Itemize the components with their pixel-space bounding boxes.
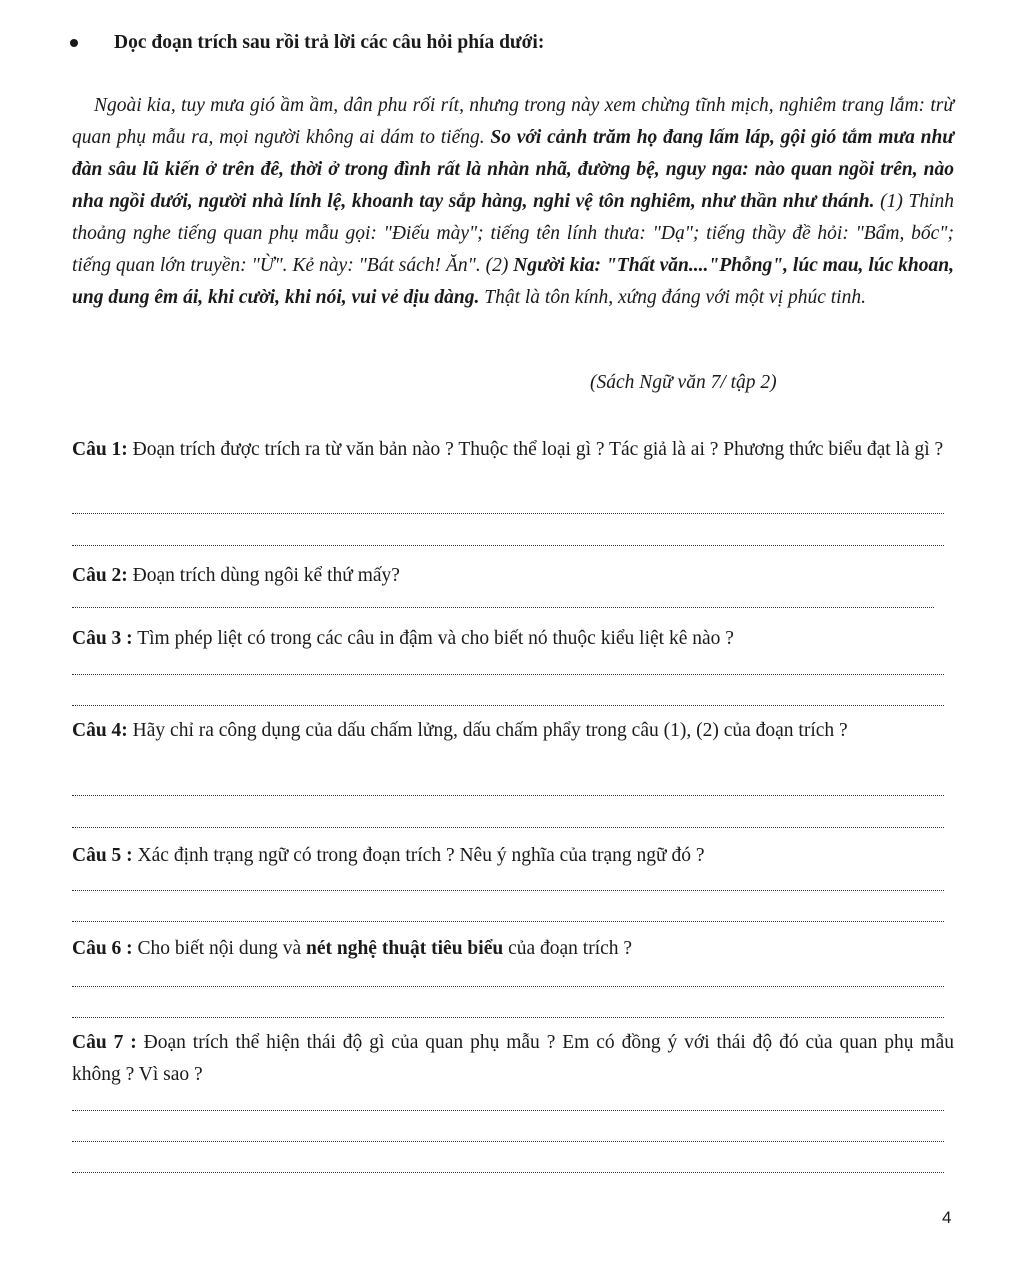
answer-line[interactable] [72, 921, 944, 922]
question-2 [72, 560, 954, 592]
answer-line[interactable] [72, 674, 944, 675]
question-7 [72, 1027, 954, 1091]
passage [72, 90, 954, 314]
question-3-text: Tìm phép liệt có trong các câu in đậm và cho biết nó thuộc kiểu liệt kê nào ? [132, 628, 734, 649]
page-number: 4 [942, 1208, 952, 1227]
question-4-text: Hãy chỉ ra công dụng của dấu chấm lửng, dấu chấm phẩy trong câu (1), (2) của đoạn trích ? [127, 720, 848, 741]
answer-line[interactable] [72, 827, 944, 828]
question-7-text: Đoạn trích thể hiện thái độ gì của quan phụ mẫu ? Em có đồng ý với thái độ đó của quan phụ mẫu không ? Vì sao ? [72, 1032, 955, 1085]
question-6-label: Câu 6 : [72, 938, 133, 959]
answer-line[interactable] [72, 1017, 944, 1018]
answer-line[interactable] [72, 1110, 944, 1111]
answer-line[interactable] [72, 890, 944, 891]
answer-line[interactable] [72, 1172, 944, 1173]
question-6-text-a: Cho biết nội dung và [132, 938, 306, 959]
question-4-label: Câu 4: [72, 720, 128, 741]
question-2-label: Câu 2: [72, 565, 128, 586]
question-5-text: Xác định trạng ngữ có trong đoạn trích ? Nêu ý nghĩa của trạng ngữ đó ? [132, 845, 705, 866]
question-3 [72, 623, 954, 655]
answer-line[interactable] [72, 545, 944, 546]
instruction-text: Dọc đoạn trích sau rồi trả lời các câu hỏi phía dưới: [114, 32, 545, 53]
question-6-text-b: của đoạn trích ? [503, 938, 633, 959]
instruction [70, 32, 544, 54]
question-2-text: Đoạn trích dùng ngôi kể thứ mấy? [127, 565, 400, 586]
question-1 [72, 434, 954, 466]
question-3-label: Câu 3 : [72, 628, 133, 649]
question-5-label: Câu 5 : [72, 845, 133, 866]
question-5 [72, 840, 954, 872]
question-7-label: Câu 7 : [72, 1032, 137, 1053]
passage-bold-1: So với cảnh trăm họ đang lấm láp, gội gió tắm mưa như đàn sâu lũ kiến ở trên đê, thời ở trong đình rất là nhàn nhã, đường bệ, nguy nga: nào quan ngồi trên, nào nha ngồi dưới, người nhà lính lệ, khoanh tay sắp hàng, nghi vệ tôn nghiêm, như thần như thánh. [72, 127, 954, 212]
bullet-icon [70, 39, 78, 47]
question-1-label: Câu 1: [72, 439, 128, 460]
answer-line[interactable] [72, 986, 944, 987]
passage-text-1: Ngoài kia, tuy mưa gió ầm ầm, dân phu rối rít, nhưng trong này xem chừng tĩnh mịch, nghiêm trang lắm: trừ quan phụ mẫu ra, mọi người không ai dám to tiếng. [72, 95, 954, 148]
question-6-text-bold: nét nghệ thuật tiêu biểu [306, 938, 504, 959]
passage-text-3: Thật là tôn kính, xứng đáng với một vị phúc tinh. [479, 287, 866, 308]
answer-line[interactable] [72, 607, 934, 608]
answer-line[interactable] [72, 513, 944, 514]
answer-line[interactable] [72, 795, 944, 796]
source-citation: (Sách Ngữ văn 7/ tập 2) [590, 372, 777, 393]
question-1-text: Đoạn trích được trích ra từ văn bản nào ? Thuộc thể loại gì ? Tác giả là ai ? Phương thức biểu đạt là gì ? [127, 439, 944, 460]
question-4 [72, 715, 954, 747]
question-6 [72, 933, 954, 965]
passage-bold-2: Người kia: "Thất văn...."Phỗng", lúc mau, lúc khoan, ung dung êm ái, khi cười, khi nói, vui vẻ dịu dàng. [72, 255, 954, 308]
passage-text-2: (1) Thỉnh thoảng nghe tiếng quan phụ mẫu gọi: "Điếu mày"; tiếng tên lính thưa: "Dạ"; tiếng thầy đề hỏi: "Bẩm, bốc"; tiếng quan lớn truyền: "Ừ". Kẻ này: "Bát sách! Ăn". (2) [72, 191, 954, 276]
answer-line[interactable] [72, 705, 944, 706]
answer-line[interactable] [72, 1141, 944, 1142]
